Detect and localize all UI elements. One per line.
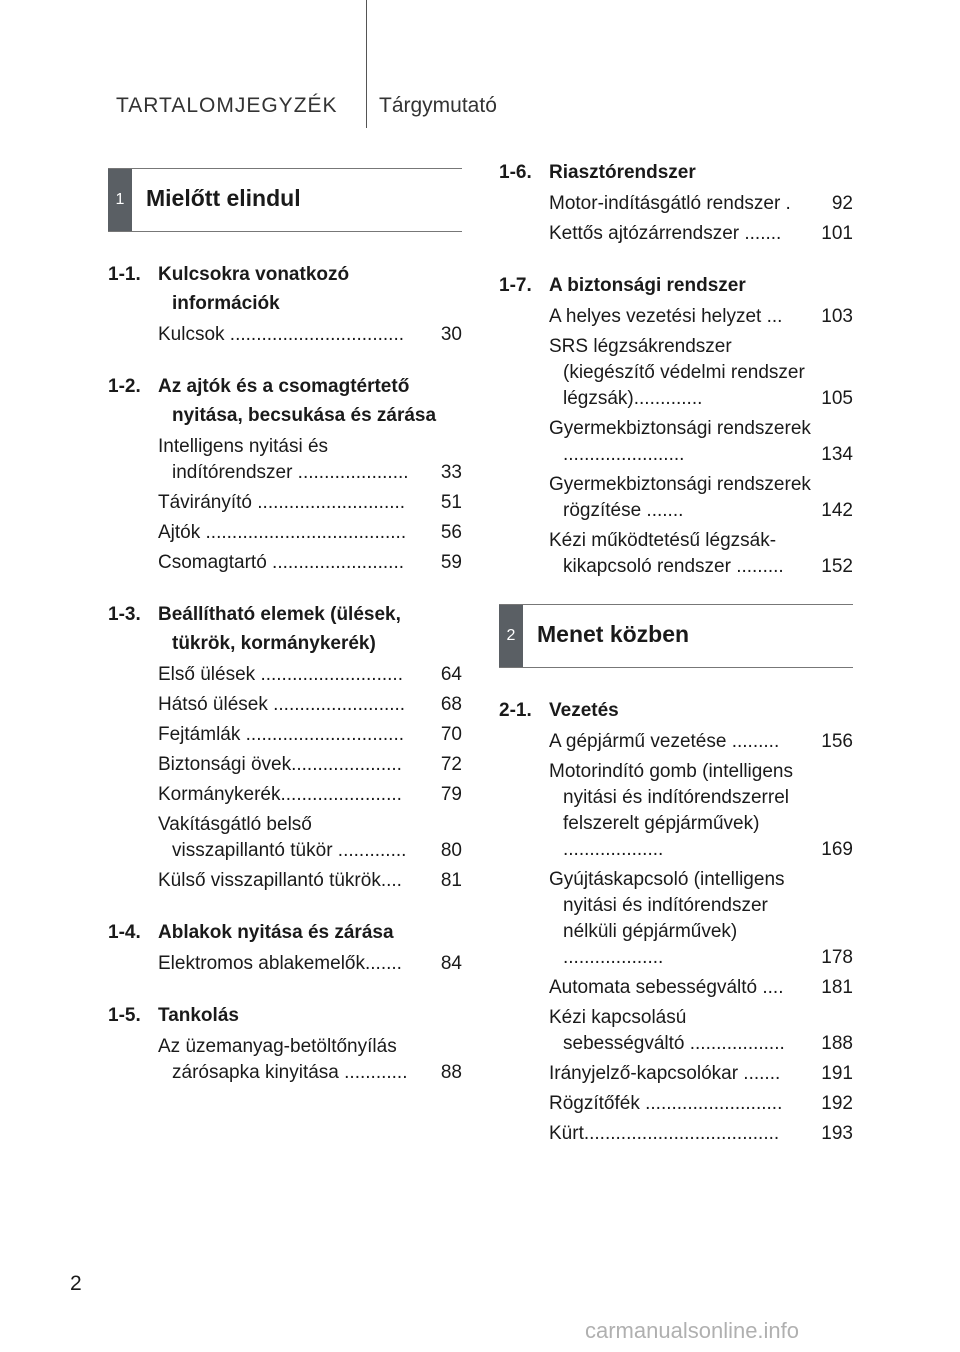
toc-entry[interactable] <box>549 867 853 971</box>
toc-entry-text: A gépjármű vezetése ......... <box>549 731 780 752</box>
chapter-heading <box>108 260 462 318</box>
watermark: carmanualsonline.info <box>585 1318 800 1343</box>
chapter-title: A biztonsági rendszer <box>549 275 746 296</box>
toc-entry-page: 142 <box>821 500 853 521</box>
page-number: 2 <box>70 1272 82 1295</box>
toc-entry-page: 103 <box>821 306 853 327</box>
toc-entry[interactable] <box>549 191 853 217</box>
chapter-number: 1-1. <box>108 264 141 285</box>
toc-entry-text: Távirányító ............................ <box>158 492 406 513</box>
section-number: 2 <box>499 605 523 667</box>
toc-entry[interactable] <box>158 662 462 688</box>
right-chapter-list-top <box>499 158 853 580</box>
chapter <box>499 696 853 1147</box>
header-divider <box>366 0 367 128</box>
chapter-heading <box>108 372 462 430</box>
toc-entry-text: Vakításgátló belső visszapillantó tükör ............. <box>158 814 407 861</box>
toc-entry-text: Kézi kapcsolású sebességváltó .................. <box>549 1007 785 1054</box>
toc-entry-text: Rögzítőfék .......................... <box>549 1093 783 1114</box>
toc-entry-page: 92 <box>831 193 853 214</box>
chapter-title: Kulcsokra vonatkozó információk <box>158 264 350 314</box>
toc-entry-text: Csomagtartó ......................... <box>158 552 405 573</box>
toc-entry[interactable] <box>549 472 853 524</box>
chapter-number: 1-3. <box>108 604 141 625</box>
chapter <box>499 158 853 247</box>
chapter-number: 1-4. <box>108 922 141 943</box>
toc-entry[interactable] <box>549 334 853 412</box>
chapter <box>108 372 462 576</box>
toc-entry[interactable] <box>549 759 853 863</box>
section-number: 1 <box>108 169 132 231</box>
chapter-number: 1-6. <box>499 162 532 183</box>
chapter <box>108 1001 462 1086</box>
left-chapter-list <box>108 260 462 1086</box>
chapter-number: 1-2. <box>108 376 141 397</box>
chapter-heading <box>499 696 853 725</box>
toc-entry[interactable] <box>549 221 853 247</box>
chapter <box>108 600 462 894</box>
chapter-title: Beállítható elemek (ülések, tükrök, kormánykerék) <box>158 604 401 654</box>
chapter-title: Az ajtók és a csomagtértető nyitása, becsukása és zárása <box>158 376 437 426</box>
toc-entry-text: Motorindító gomb (intelligens nyitási és indítórendszerrel felszerelt gépjárművek) ................... <box>549 761 793 860</box>
toc-entry-text: Intelligens nyitási és indítórendszer ..................... <box>158 436 409 483</box>
toc-entry-text: Automata sebességváltó .... <box>549 977 784 998</box>
toc-entry[interactable] <box>549 304 853 330</box>
chapter-title: Ablakok nyitása és zárása <box>158 922 394 943</box>
toc-entry[interactable] <box>158 868 462 894</box>
chapter-title: Riasztórendszer <box>549 162 696 183</box>
toc-entry-page: 101 <box>821 223 853 244</box>
toc-entry-text: Kettős ajtózárrendszer ....... <box>549 223 782 244</box>
chapter <box>108 260 462 348</box>
toc-entry-page: 64 <box>440 664 462 685</box>
toc-entry[interactable] <box>158 550 462 576</box>
toc-entry[interactable] <box>549 975 853 1001</box>
toc-entry-page: 68 <box>440 694 462 715</box>
toc-entry-page: 81 <box>440 870 462 891</box>
toc-entry-page: 72 <box>440 754 462 775</box>
right-chapter-list-bottom <box>499 696 853 1147</box>
toc-entry-text: Fejtámlák .............................. <box>158 724 404 745</box>
toc-entry-text: Motor-indításgátló rendszer . <box>549 193 791 214</box>
toc-entry[interactable] <box>158 692 462 718</box>
toc-entry-text: Hátsó ülések ......................... <box>158 694 406 715</box>
toc-entry-page: 30 <box>440 324 462 345</box>
toc-entry-page: 88 <box>440 1062 462 1083</box>
toc-entry-text: Külső visszapillantó tükrök.... <box>158 870 402 891</box>
toc-entry-page: 191 <box>821 1063 853 1084</box>
toc-entry[interactable] <box>549 416 853 468</box>
section-title: Menet közben <box>537 621 690 647</box>
toc-entry-text: Biztonsági övek..................... <box>158 754 402 775</box>
toc-entry[interactable] <box>158 1034 462 1086</box>
chapter-number: 1-7. <box>499 275 532 296</box>
right-column <box>499 158 853 1171</box>
toc-entry-text: Irányjelző-kapcsolókar ....... <box>549 1063 781 1084</box>
toc-entry-text: Elektromos ablakemelők....... <box>158 953 402 974</box>
chapter-heading <box>108 918 462 947</box>
toc-entry-page: 59 <box>440 552 462 573</box>
toc-entry-page: 156 <box>821 731 853 752</box>
toc-entry-page: 193 <box>821 1123 853 1144</box>
toc-entry-text: Kormánykerék....................... <box>158 784 402 805</box>
toc-entry[interactable] <box>158 322 462 348</box>
toc-entry-page: 188 <box>821 1033 853 1054</box>
toc-entry-page: 84 <box>440 953 462 974</box>
toc-entry-page: 134 <box>821 444 853 465</box>
chapter-heading <box>499 271 853 300</box>
toc-entry[interactable] <box>549 1091 853 1117</box>
toc-entry-page: 56 <box>440 522 462 543</box>
toc-entry[interactable] <box>158 782 462 808</box>
toc-entry[interactable] <box>549 528 853 580</box>
toc-entry-text: Gyermekbiztonsági rendszerek rögzítése ....... <box>549 474 811 521</box>
toc-entry[interactable] <box>158 722 462 748</box>
chapter-heading <box>108 600 462 658</box>
header-index-tab[interactable]: Tárgymutató <box>379 94 497 117</box>
toc-entry-text: Első ülések ........................... <box>158 664 403 685</box>
chapter-number: 1-5. <box>108 1005 141 1026</box>
toc-entry[interactable] <box>549 1121 853 1147</box>
toc-entry-text: Ajtók ...................................... <box>158 522 407 543</box>
left-column <box>108 168 462 1110</box>
toc-entry-page: 192 <box>821 1093 853 1114</box>
toc-entry[interactable] <box>158 490 462 516</box>
toc-entry-text: Gyújtáskapcsoló (intelligens nyitási és indítórendszer nélküli gépjárművek) ................... <box>549 869 785 968</box>
section-header-2 <box>499 604 853 668</box>
chapter-title: Vezetés <box>549 700 619 721</box>
chapter-number: 2-1. <box>499 700 532 721</box>
header-toc-tab[interactable]: TARTALOMJEGYZÉK <box>116 94 338 117</box>
toc-entry[interactable] <box>158 951 462 977</box>
toc-entry-text: Az üzemanyag-betöltőnyílás zárósapka kinyitása ............ <box>158 1036 408 1083</box>
toc-entry-page: 178 <box>821 947 853 968</box>
toc-entry-text: Kézi működtetésű légzsák-kikapcsoló rendszer ......... <box>549 530 784 577</box>
chapter <box>499 271 853 580</box>
toc-entry-page: 152 <box>821 556 853 577</box>
toc-entry-page: 169 <box>821 839 853 860</box>
toc-entry-page: 33 <box>440 462 462 483</box>
chapter-title: Tankolás <box>158 1005 239 1026</box>
toc-entry-page: 70 <box>440 724 462 745</box>
section-title: Mielőtt elindul <box>146 185 301 211</box>
toc-entry-text: Kürt..................................... <box>549 1123 780 1144</box>
toc-entry[interactable] <box>158 752 462 778</box>
chapter-heading <box>108 1001 462 1030</box>
toc-entry[interactable] <box>549 729 853 755</box>
toc-entry-text: A helyes vezetési helyzet ... <box>549 306 783 327</box>
toc-entry[interactable] <box>158 434 462 486</box>
chapter <box>108 918 462 977</box>
toc-entry[interactable] <box>549 1061 853 1087</box>
toc-entry-page: 105 <box>821 388 853 409</box>
toc-entry-page: 51 <box>440 492 462 513</box>
toc-entry-page: 181 <box>821 977 853 998</box>
section-header-1 <box>108 168 462 232</box>
toc-entry-text: SRS légzsákrendszer (kiegészítő védelmi rendszer légzsák)............. <box>549 336 805 409</box>
toc-entry[interactable] <box>549 1005 853 1057</box>
chapter-heading <box>499 158 853 187</box>
toc-entry-text: Kulcsok ................................. <box>158 324 405 345</box>
toc-entry-text: Gyermekbiztonsági rendszerek ....................... <box>549 418 811 465</box>
toc-entry-page: 79 <box>440 784 462 805</box>
toc-entry-page: 80 <box>440 840 462 861</box>
toc-entry[interactable] <box>158 520 462 546</box>
toc-entry[interactable] <box>158 812 462 864</box>
